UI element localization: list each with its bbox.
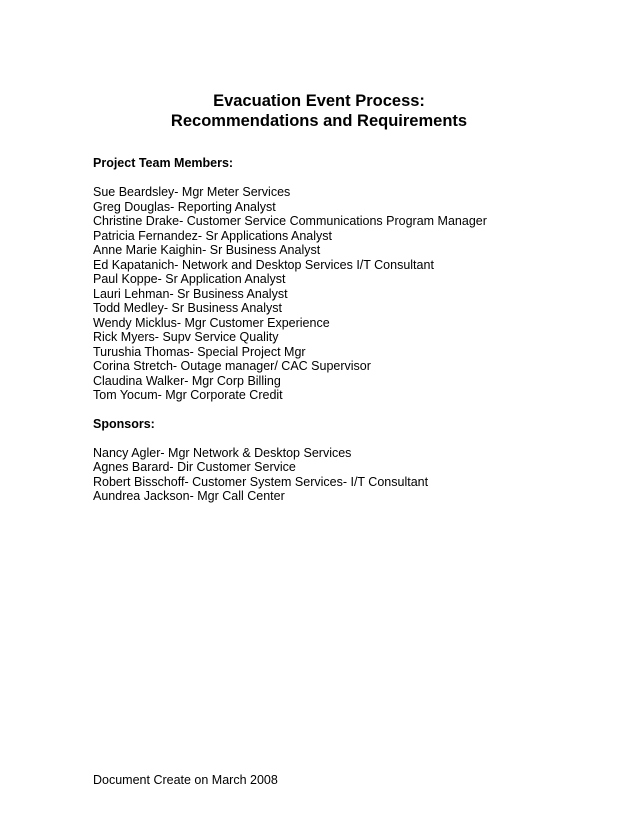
- team-member-item: Sue Beardsley- Mgr Meter Services: [93, 185, 291, 199]
- team-member-item: Claudina Walker- Mgr Corp Billing: [93, 373, 281, 388]
- team-member-item: Corina Stretch- Outage manager/ CAC Supervisor: [93, 359, 371, 373]
- team-member-item: Todd Medley- Sr Business Analyst: [93, 301, 282, 315]
- team-heading: Project Team Members:: [93, 156, 234, 170]
- team-member-item: Lauri Lehman- Sr Business Analyst: [93, 286, 288, 301]
- team-member-item: Rick Myers- Supv Service Quality: [93, 330, 279, 344]
- sponsor-list: [93, 446, 613, 504]
- team-member-item: Ed Kapatanich- Network and Desktop Services I/T Consultant: [93, 257, 434, 272]
- title-line-1: Evacuation Event Process:: [213, 92, 425, 110]
- team-member-list: [93, 185, 613, 403]
- title-line-2: Recommendations and Requirements: [170, 112, 468, 130]
- sponsor-item: Aundrea Jackson- Mgr Call Center: [93, 489, 285, 503]
- sponsor-item: Robert Bisschoff- Customer System Services- I/T Consultant: [93, 474, 429, 489]
- team-member-item: Turushia Thomas- Special Project Mgr: [93, 344, 306, 359]
- sponsors-heading: Sponsors:: [93, 416, 155, 431]
- sponsor-item: Nancy Agler- Mgr Network & Desktop Services: [93, 445, 352, 460]
- team-member-item: Patricia Fernandez- Sr Applications Analyst: [93, 228, 333, 243]
- team-member-item: Paul Koppe- Sr Application Analyst: [93, 272, 286, 286]
- team-member-item: Wendy Micklus- Mgr Customer Experience: [93, 315, 330, 330]
- team-member-item: Christine Drake- Customer Service Communications Program Manager: [93, 214, 487, 228]
- document-title: [0, 91, 638, 131]
- team-member-item: Anne Marie Kaighin- Sr Business Analyst: [93, 243, 321, 257]
- team-member-item: Greg Douglas- Reporting Analyst: [93, 199, 276, 214]
- sponsor-item: Agnes Barard- Dir Customer Service: [93, 460, 296, 474]
- document-footer: Document Create on March 2008: [93, 773, 278, 787]
- team-member-item: Tom Yocum- Mgr Corporate Credit: [93, 388, 283, 402]
- document-body: [93, 156, 613, 504]
